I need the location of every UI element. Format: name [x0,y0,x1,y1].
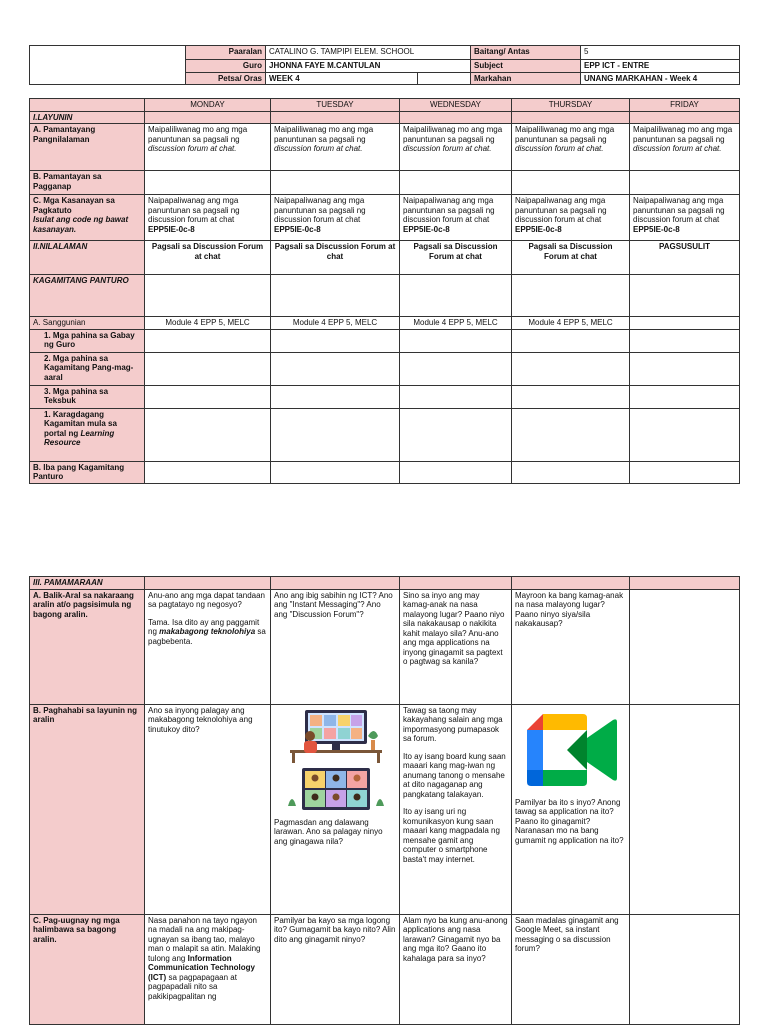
kasanayan-wednesday: Naipapaliwanag ang mga panuntunan sa pagsali ng discussion forum at chat EPP5IE-0c-8 [400,195,512,241]
pamamaraan-table [29,576,740,1025]
layunin-a-tuesday: Maipaliliwanag mo ang mga panuntunan sa pagsali ng discussion forum at chat. [271,124,400,171]
subject-value: EPP ICT - ENTRE [581,60,740,73]
paghahabi-tuesday: Pagmasdan ang dalawang larawan. Ano sa palagay ninyo ang ginagawa nila? [271,704,400,914]
day-wednesday: WEDNESDAY [400,99,512,112]
sanggunian-monday: Module 4 EPP 5, MELC [145,317,271,330]
guro-label: Guro [186,60,266,73]
sanggunian-wednesday: Module 4 EPP 5, MELC [400,317,512,330]
baitang-label: Baitang/ Antas [471,46,581,60]
petsa-extra-cell [418,72,471,85]
layunin-a-thursday: Maipaliliwanag mo ang mga panuntunan sa pagsali ng discussion forum at chat. [512,124,630,171]
subject-label: Subject [471,60,581,73]
layunin-a-wednesday: Maipaliliwanag mo ang mga panuntunan sa pagsali ng discussion forum at chat. [400,124,512,171]
balik-aral-monday: Anu-ano ang mga dapat tandaan sa pagtatayo ng negosyo? Tama. Isa dito ay ang paggamit ng makabagong teknolohiya sa pagbebenta. [145,589,271,704]
sanggunian-thursday: Module 4 EPP 5, MELC [512,317,630,330]
day-header-blank [30,99,145,112]
header-blank-cell [30,46,186,85]
markahan-value: UNANG MARKAHAN - Week 4 [581,72,740,85]
balik-aral-wednesday: Sino sa inyo ang may kamag-anak na nasa malayong lugar? Paano niyo sila nakakausap o nakikita kahit malayo sila? Anu-ano ang mga applications na inyong ginagamit sa pagtext o pagtwag sa kanila? [400,589,512,704]
iba-pang-kagamitan-label: B. Iba pang Kagamitang Panturo [30,461,145,483]
paghahabi-monday: Ano sa inyong palagay ang makabagong teknolohiya ang tinutukoy dito? [145,704,271,914]
pag-uugnay-wednesday: Alam nyo ba kung anu-anong applications ang nasa larawan? Ginagamit nyo ba ang mga ito? Gaano ito kahalaga para sa inyo? [400,914,512,1024]
pamantayang-pangnilalaman-label: A. Pamantayang Pangnilalaman [30,124,145,171]
baitang-value: 5 [581,46,740,60]
kasanayan-label-cell: C. Mga Kasanayan sa Pagkatuto Isulat ang code ng bawat kasanayan. [30,195,145,241]
pag-uugnay-label: C. Pag-uugnay ng mga halimbawa sa bagong aralin. [30,914,145,1024]
pamamaraan-title: III. PAMAMARAAN [30,577,145,590]
header-table [29,45,740,85]
pag-uugnay-monday: Nasa panahon na tayo ngayon na madali na ang makipag-ugnayan sa ibang tao, malayo man o malapit sa atin. Malaking tulong ang Information Communication Technology (ICT) sa pagpapagaan at pagpapadali nito sa pakikipagpalitan ng [145,914,271,1024]
paaralan-value: CATALINO G. TAMPIPI ELEM. SCHOOL [266,46,471,60]
nilalaman-friday: PAGSUSULIT [630,241,740,275]
nilalaman-thursday: Pagsali sa Discussion Forum at chat [512,241,630,275]
learning-resource-label: 1. Karagdagang Kagamitan mula sa portal ng Learning Resource [30,408,145,461]
balik-aral-label: A. Balik-Aral sa nakaraang aralin at/o pagsisimula ng bagong aralin. [30,589,145,704]
kasanayan-friday: Naipapaliwanag ang mga panuntunan sa pagsali ng discussion forum at chat EPP5IE-0c-8 [630,195,740,241]
kasanayan-tuesday: Naipapaliwanag ang mga panuntunan sa pagsali ng discussion forum at chat EPP5IE-0c-8 [271,195,400,241]
petsa-label: Petsa/ Oras [186,72,266,85]
nilalaman-monday: Pagsali sa Discussion Forum at chat [145,241,271,275]
paghahabi-thursday: Pamilyar ba ito s inyo? Anong tawag sa application na ito? Paano ito ginagamit? Naranasan mo na bang gumamit ng application na ito? [512,704,630,914]
layunin-a-friday: Maipaliliwanag mo ang mga panuntunan sa pagsali ng discussion forum at chat. [630,124,740,171]
lesson-plan-table [29,98,740,484]
paaralan-label: Paaralan [186,46,266,60]
kasanayan-thursday: Naipapaliwanag ang mga panuntunan sa pagsali ng discussion forum at chat EPP5IE-0c-8 [512,195,630,241]
day-tuesday: TUESDAY [271,99,400,112]
day-thursday: THURSDAY [512,99,630,112]
layunin-a-monday: Maipaliliwanag mo ang mga panuntunan sa pagsali ng discussion forum at chat. [145,124,271,171]
nilalaman-title: II.NILALAMAN [30,241,145,275]
gabay-ng-guro-label: 1. Mga pahina sa Gabay ng Guro [30,329,145,352]
paghahabi-label: B. Paghahabi sa layunin ng aralin [30,704,145,914]
day-monday: MONDAY [145,99,271,112]
balik-aral-thursday: Mayroon ka bang kamag-anak na nasa malayong lugar? Paano ninyo siya/sila nakakausap? [512,589,630,704]
video-call-illustration [280,706,390,816]
paghahabi-wednesday: Tawag sa taong may kakayahang salain ang mga impormasyong pumapasok sa forum. Ito ay isang board kung saan maaari kang mag-iwan ng anumang tanong o mensahe at dito nagaganap ang pangkatang talakayan. Ito ay isang uri ng komunikasyon kung saan maaari kang magpadala ng mensahe gamit ang computer o smartphone basta't may internet. [400,704,512,914]
sanggunian-label: A. Sanggunian [30,317,145,330]
petsa-value: WEEK 4 [266,72,418,85]
kasanayan-monday: Naipapaliwanag ang mga panuntunan sa pagsali ng discussion forum at chat EPP5IE-0c-8 [145,195,271,241]
nilalaman-wednesday: Pagsali sa Discussion Forum at chat [400,241,512,275]
google-meet-logo [523,710,619,790]
kagamitang-mag-aaral-label: 2. Mga pahina sa Kagamitang Pang-mag-aaral [30,352,145,385]
pamantayan-sa-pagganap-label: B. Pamantayan sa Pagganap [30,171,145,195]
pag-uugnay-tuesday: Pamilyar ba kayo sa mga logong ito? Gumagamit ba kayo nito? Alin dito ang ginagamit ninyo? [271,914,400,1024]
layunin-title: I.LAYUNIN [30,111,145,124]
nilalaman-tuesday: Pagsali sa Discussion Forum at chat [271,241,400,275]
pag-uugnay-thursday: Saan madalas ginagamit ang Google Meet, sa instant messaging o sa discussion forum? [512,914,630,1024]
teksbuk-label: 3. Mga pahina sa Teksbuk [30,385,145,408]
balik-aral-tuesday: Ano ang ibig sabihin ng ICT? Ano ang "Instant Messaging"? Ano ang "Discussion Forum"? [271,589,400,704]
day-friday: FRIDAY [630,99,740,112]
guro-value: JHONNA FAYE M.CANTULAN [266,60,471,73]
markahan-label: Markahan [471,72,581,85]
kagamitan-title: KAGAMITANG PANTURO [30,275,145,317]
sanggunian-tuesday: Module 4 EPP 5, MELC [271,317,400,330]
